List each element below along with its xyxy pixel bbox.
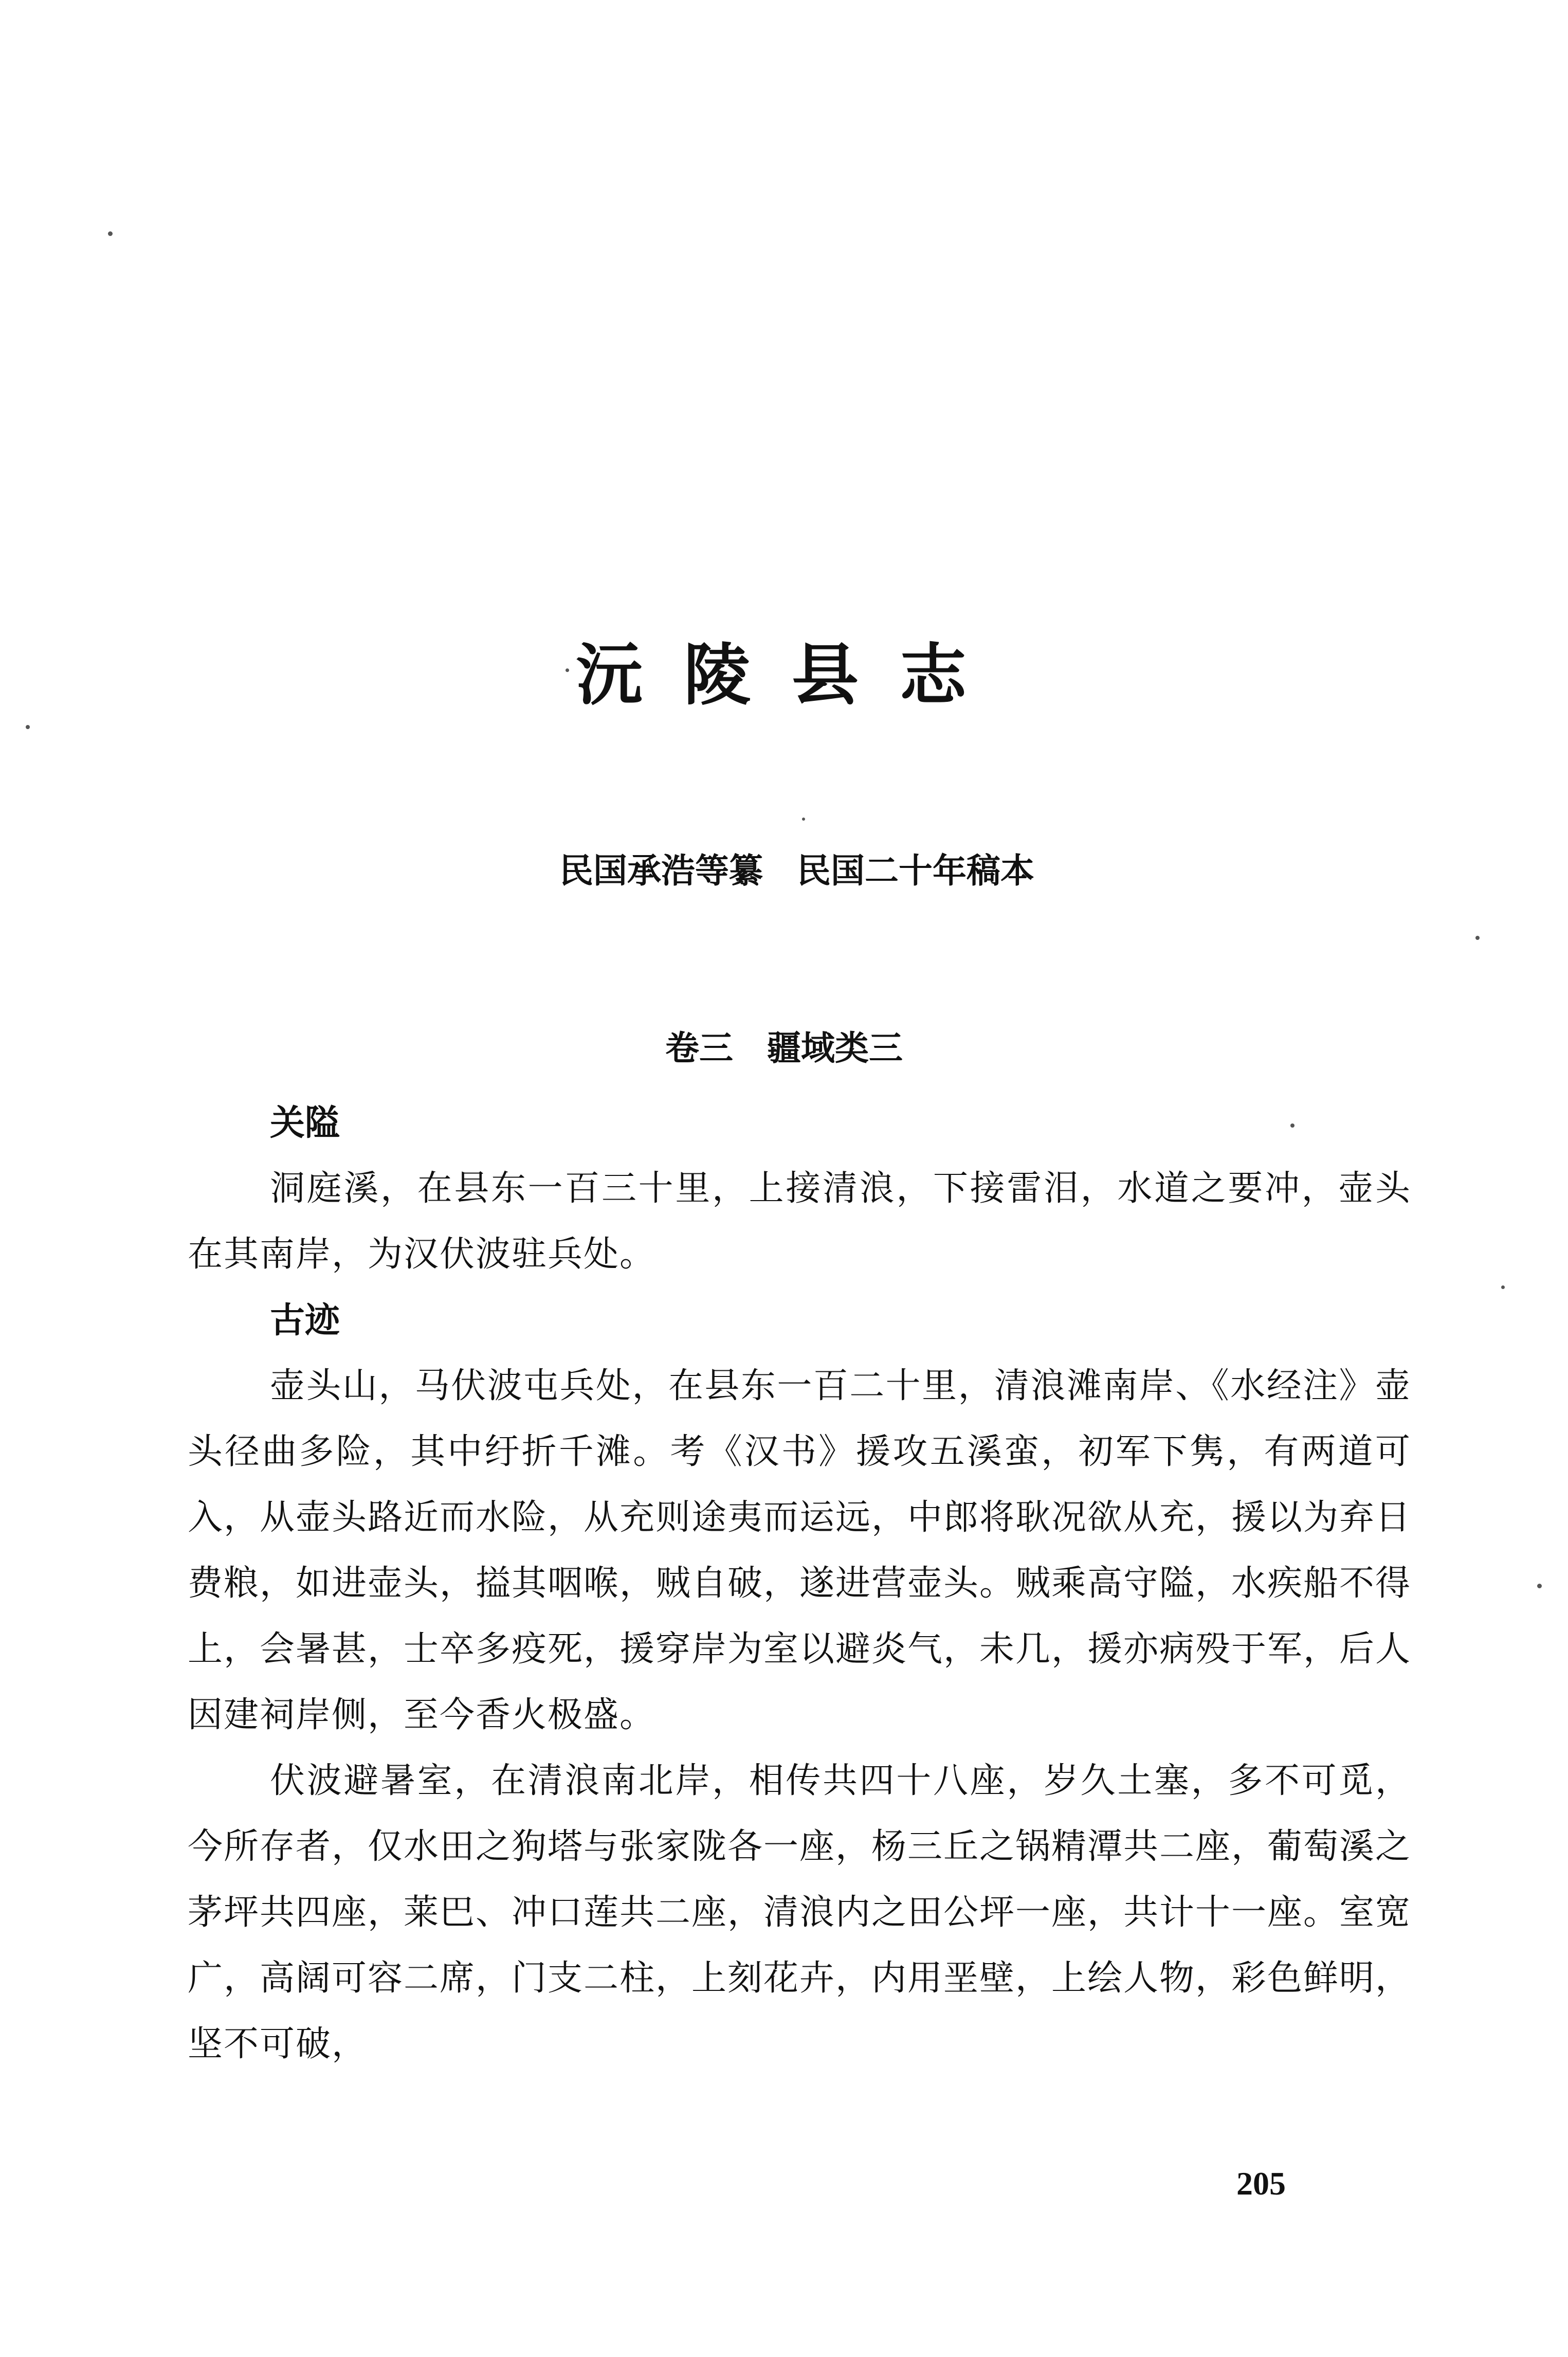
paragraph-dongtingxi: 洞庭溪，在县东一百三十里，上接清浪，下接雷泪，水道之要冲，壶头在其南岸，为汉伏波驻兵处。 (188, 1168, 1411, 1275)
scan-speck (1475, 936, 1480, 940)
scan-speck (1537, 1584, 1542, 1588)
book-title: 沅陵县志 (575, 636, 1008, 714)
section-heading-passes: 关隘 (270, 1102, 340, 1144)
chapter-title: 卷三 疆域类三 (665, 1028, 903, 1068)
scan-speck (1501, 1285, 1505, 1289)
paragraph-hutoushan: 壶头山，马伏波屯兵处，在县东一百二十里，清浪滩南岸、《水经注》壶头径曲多险，其中纡折千滩。考《汉书》援攻五溪蛮，初军下隽，有两道可入，从壶头路近而水险，从充则途夷而运远，中郎将耿况欲从充，援以为弃日费粮，如进壶头，搤其咽喉，贼自破，遂进营壶头。贼乘高守隘，水疾船不得上，会暑甚，士卒多疫死，援穿岸为室以避炎气，未几，援亦病殁于军，后人因建祠岸侧，至今香火极盛。 (188, 1366, 1412, 1735)
section-heading-historic-sites: 古迹 (270, 1300, 340, 1341)
page-number: 205 (1236, 2165, 1286, 2202)
body-text (188, 1090, 1411, 2077)
compiler-edition-line: 民国承浩等纂 民国二十年稿本 (559, 850, 1034, 891)
scan-speck (566, 668, 569, 672)
paragraph-fubo-summer-rooms: 伏波避暑室，在清浪南北岸，相传共四十八座，岁久土塞，多不可觅，今所存者，仅水田之狗塔与张家陇各一座，杨三丘之锅精潭共二座，葡萄溪之茅坪共四座，莱巴、冲口莲共二座，清浪内之田公坪一座，共计十一座。室宽广，高阔可容二席，门支二柱，上刻花卉，内用垩壁，上绘人物，彩色鲜明，坚不可破， (188, 1761, 1412, 2064)
scan-speck (1290, 1123, 1294, 1128)
scan-speck (108, 231, 113, 236)
scan-speck (802, 818, 805, 821)
scan-speck (26, 725, 30, 729)
